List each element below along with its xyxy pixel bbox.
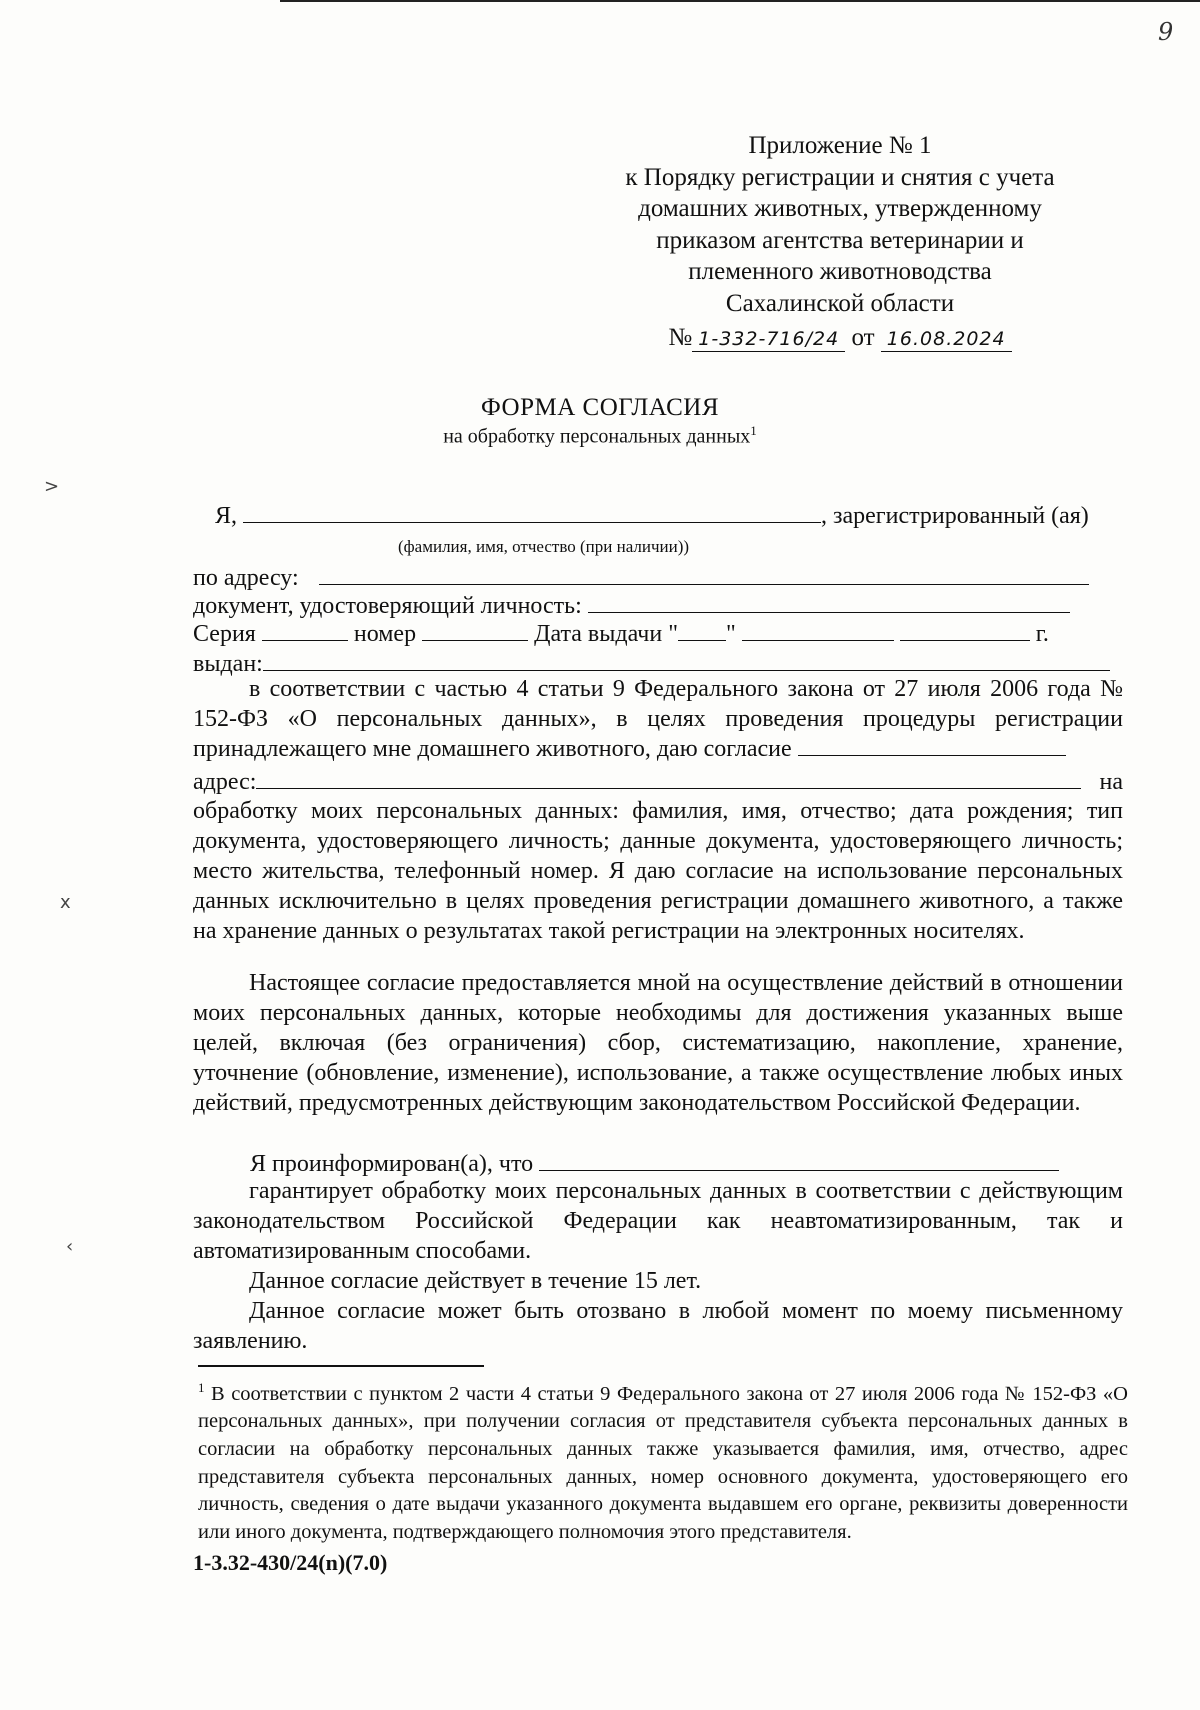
address-label: по адресу: xyxy=(193,565,299,591)
top-edge-line xyxy=(280,0,1200,2)
address-field[interactable] xyxy=(319,564,1089,585)
appendix-line: Сахалинской области xyxy=(725,289,955,317)
appendix-line: Приложение № 1 xyxy=(748,132,932,159)
id-doc-label: документ, удостоверяющий личность: xyxy=(193,593,582,619)
registered-label: , зарегистрированный (ая) xyxy=(821,503,1089,529)
paragraph-revocation: Данное согласие может быть отозвано в любой момент по моему письменному заявлению. xyxy=(193,1298,1123,1354)
reg-prefix: № xyxy=(668,324,693,351)
address-label-2: адрес: xyxy=(193,769,257,795)
document-code: 1-3.32-430/24(n)(7.0) xyxy=(193,1550,388,1575)
footnote-text: В соответствии с пунктом 2 части 4 статьи 9 Федерального закона от 27 июля 2006 года № 152-ФЗ «О персональных данных», при получении согласия от представителя субъекта персональных данных в согласии на обработку персональных данных также указывается фамилия, имя, отчество, адрес представителя субъекта персональных данных, номер основного документа, удостоверяющего его личность, сведения о дате выдачи указанного документа выдавшем его органе, реквизиты доверенности или иного документа, подтверждающего полномочия этого представителя. xyxy=(198,1382,1128,1543)
form-title: ФОРМА СОГЛАСИЯ xyxy=(480,394,720,421)
handwritten-reg-number: 1-332-716/24 xyxy=(692,327,845,352)
informed-row xyxy=(250,1150,1123,1178)
name-caption: (фамилия, имя, отчество (при наличии)) xyxy=(398,537,690,556)
issue-date-label: Дата выдачи " xyxy=(534,621,678,647)
consent-intro xyxy=(193,674,1123,764)
appendix-line: к Порядку регистрации и снятия с учета xyxy=(625,163,1055,191)
issue-month-field[interactable] xyxy=(742,620,894,641)
scan-mark: > xyxy=(44,476,60,497)
quote-close: " xyxy=(725,621,736,647)
fullname-field[interactable] xyxy=(243,502,821,523)
year-suffix: г. xyxy=(1035,621,1049,647)
appendix-line: домашних животных, утвержденному xyxy=(638,195,1042,222)
issue-day-field[interactable] xyxy=(678,620,726,641)
consent-scope: обработку моих персональных данных: фамилия, имя, отчество; дата рождения; тип документа, удостоверяющего личность; данные документа, удостоверяющего личность; место жительства, телефонный номер. Я даю согласие на использование персональных данных исключительно в целях проведения регистрации домашнего животного, а также на хранение данных о результатах такой регистрации на электронных носителях. xyxy=(193,798,1123,944)
operator-address-row xyxy=(193,768,1123,796)
series-row xyxy=(193,620,1123,648)
scan-mark: x xyxy=(60,892,71,913)
name-row xyxy=(215,502,1125,530)
footnote-marker: 1 xyxy=(198,1380,205,1395)
footnote xyxy=(198,1374,1128,1546)
address-row xyxy=(193,564,1123,592)
informed-label: Я проинформирован(а), что xyxy=(250,1151,534,1177)
consent-intro-text: в соответствии с частью 4 статьи 9 Федерального закона от 27 июля 2006 года № 152-ФЗ «О персональных данных», в целях проведения процедуры регистрации принадлежащего мне домашнего животного, даю согласие xyxy=(193,676,1123,762)
na-label: на xyxy=(1099,769,1123,795)
footnote-divider xyxy=(198,1365,484,1367)
footnote-ref: 1 xyxy=(750,423,757,438)
operator-informed-field[interactable] xyxy=(539,1150,1059,1171)
registration-line xyxy=(560,322,1120,354)
number-field[interactable] xyxy=(422,620,528,641)
issued-by-field[interactable] xyxy=(263,650,1110,671)
paragraph-validity: Данное согласие действует в течение 15 лет. xyxy=(249,1268,702,1294)
series-label: Серия xyxy=(193,621,256,647)
subtitle-text: на обработку персональных данных xyxy=(443,425,751,448)
operator-name-field[interactable] xyxy=(798,735,1066,756)
i-label: Я, xyxy=(215,503,238,529)
series-field[interactable] xyxy=(262,620,348,641)
scan-mark: ‹ xyxy=(66,1236,74,1257)
number-label: номер xyxy=(353,621,417,647)
appendix-line: приказом агентства ветеринарии и xyxy=(656,226,1024,254)
operator-address-field[interactable] xyxy=(256,768,1081,789)
paragraph-guarantee: гарантирует обработку моих персональных данных в соответствии с действующим законодательством Российской Федерации как неавтоматизированным, так и автоматизированным способами. xyxy=(193,1178,1123,1264)
reg-from: от xyxy=(851,324,875,351)
form-subtitle xyxy=(0,423,1200,449)
page-number: 9 xyxy=(1158,18,1174,46)
issued-by-label: выдан: xyxy=(193,651,263,677)
appendix-line: племенного животноводства xyxy=(688,258,992,285)
appendix-header xyxy=(560,130,1120,354)
id-document-field[interactable] xyxy=(588,592,1070,613)
id-document-row xyxy=(193,592,1123,620)
paragraph-actions: Настоящее согласие предоставляется мной на осуществление действий в отношении моих персональных данных, которые необходимы для достижения указанных выше целей, включая (без ограничения) сбор, систематизацию, накопление, хранение, уточнение (обновление, изменение), использование, а также осуществление любых иных действий, предусмотренных действующим законодательством Российской Федерации. xyxy=(193,970,1123,1116)
handwritten-reg-date: 16.08.2024 xyxy=(881,327,1012,352)
issue-year-field[interactable] xyxy=(900,620,1030,641)
